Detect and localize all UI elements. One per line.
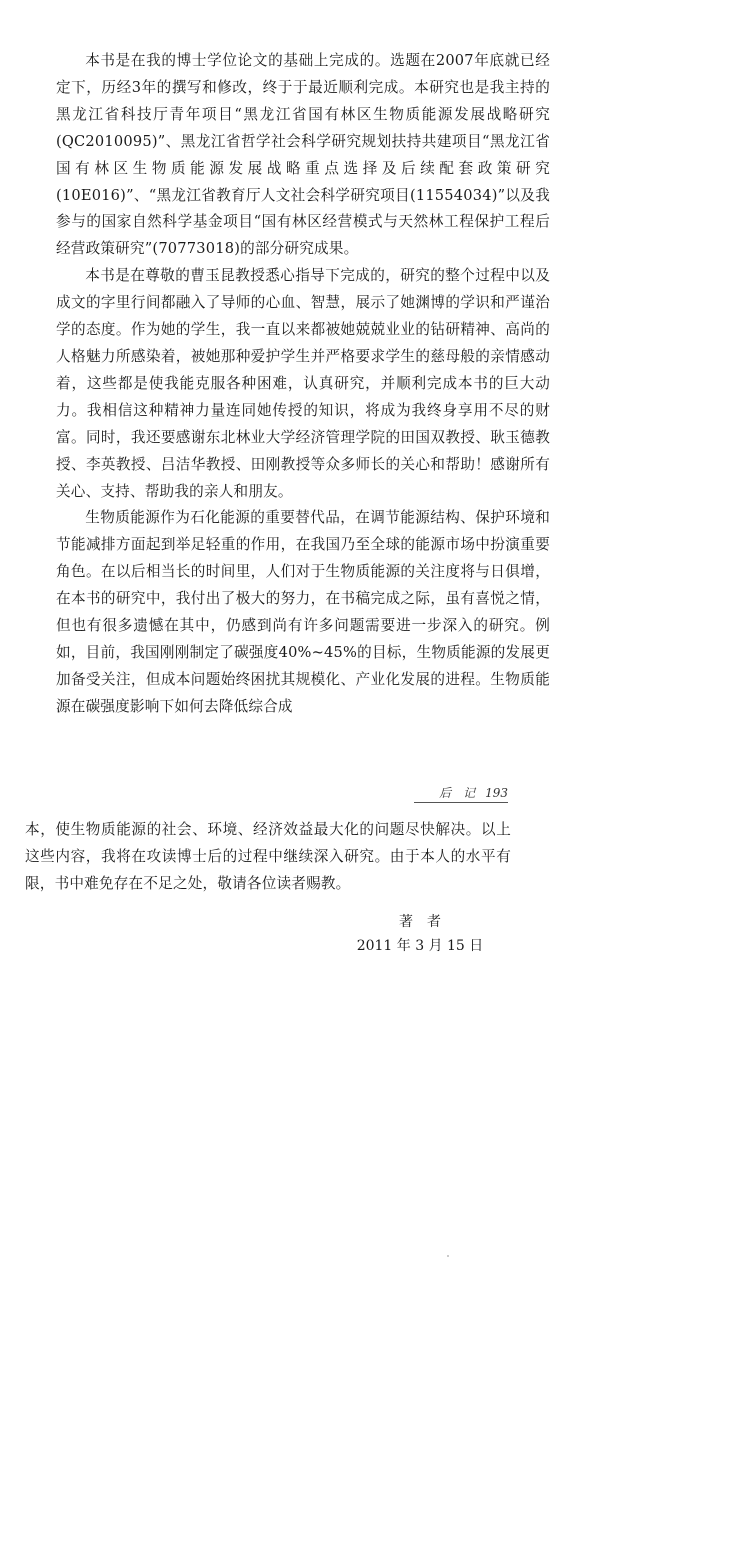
section-title: 后 记 <box>439 786 476 800</box>
paragraph-4: 本，使生物质能源的社会、环境、经济效益最大化的问题尽快解决。以上这些内容，我将在攻读博士后的过程中继续深入研究。由于本人的水平有限，书中难免存在不足之处，敬请各位读者赐教。 <box>25 821 511 892</box>
paragraph-2: 本书是在尊敬的曹玉昆教授悉心指导下完成的，研究的整个过程中以及成文的字里行间都融入了导师的心血、智慧，展示了她渊博的学识和严谨治学的态度。作为她的学生，我一直以来都被她兢兢业业的钻研精神、高尚的人格魅力所感染着，被她那种爱护学生并严格要求学生的慈母般的亲情感动着，这些都是使我能克服各种困难，认真研究，并顺利完成本书的巨大动力。我相信这种精神力量连同她传授的知识，将成为我终身享用不尽的财富。同时，我还要感谢东北林业大学经济管理学院的田国双教授、耿玉德教授、李英教授、吕洁华教授、田刚教授等众多师长的关心和帮助！感谢所有关心、支持、帮助我的亲人和朋友。 <box>56 267 550 500</box>
afterword-upper-text <box>56 48 550 721</box>
paragraph-1: 本书是在我的博士学位论文的基础上完成的。选题在2007年底就已经定下，历经3年的撰写和修改，终于于最近顺利完成。本研究也是我主持的黑龙江省科技厅青年项目“黑龙江省国有林区生物质能源发展战略研究(QC2010095)”、黑龙江省哲学社会科学研究规划扶持共建项目“黑龙江省国有林区生物质能源发展战略重点选择及后续配套政策研究(10E016)”、“黑龙江省教育厅人文社会科学研究项目(11554034)”以及我参与的国家自然科学基金项目“国有林区经营模式与天然林工程保护工程后经营政策研究”(70773018)的部分研究成果。 <box>56 52 550 258</box>
author-label: 著 者 <box>399 914 441 930</box>
paragraph-3: 生物质能源作为石化能源的重要替代品，在调节能源结构、保护环境和节能减排方面起到举足轻重的作用，在我国乃至全球的能源市场中扮演重要角色。在以后相当长的时间里，人们对于生物质能源的关注度将与日俱增，在本书的研究中，我付出了极大的努力，在书稿完成之际，虽有喜悦之情，但也有很多遗憾在其中，仍感到尚有许多问题需要进一步深入的研究。例如，目前，我国刚刚制定了碳强度40%~45%的目标，生物质能源的发展更加备受关注，但成本问题始终困扰其规模化、产业化发展的进程。生物质能源在碳强度影响下如何去降低综合成 <box>56 509 550 715</box>
signature-block <box>300 910 540 958</box>
page-number: 193 <box>485 786 508 800</box>
running-footer <box>414 784 508 803</box>
date-label: 2011 年 3 月 15 日 <box>356 938 484 954</box>
scan-speck <box>447 1255 449 1257</box>
afterword-lower-text <box>25 817 511 898</box>
